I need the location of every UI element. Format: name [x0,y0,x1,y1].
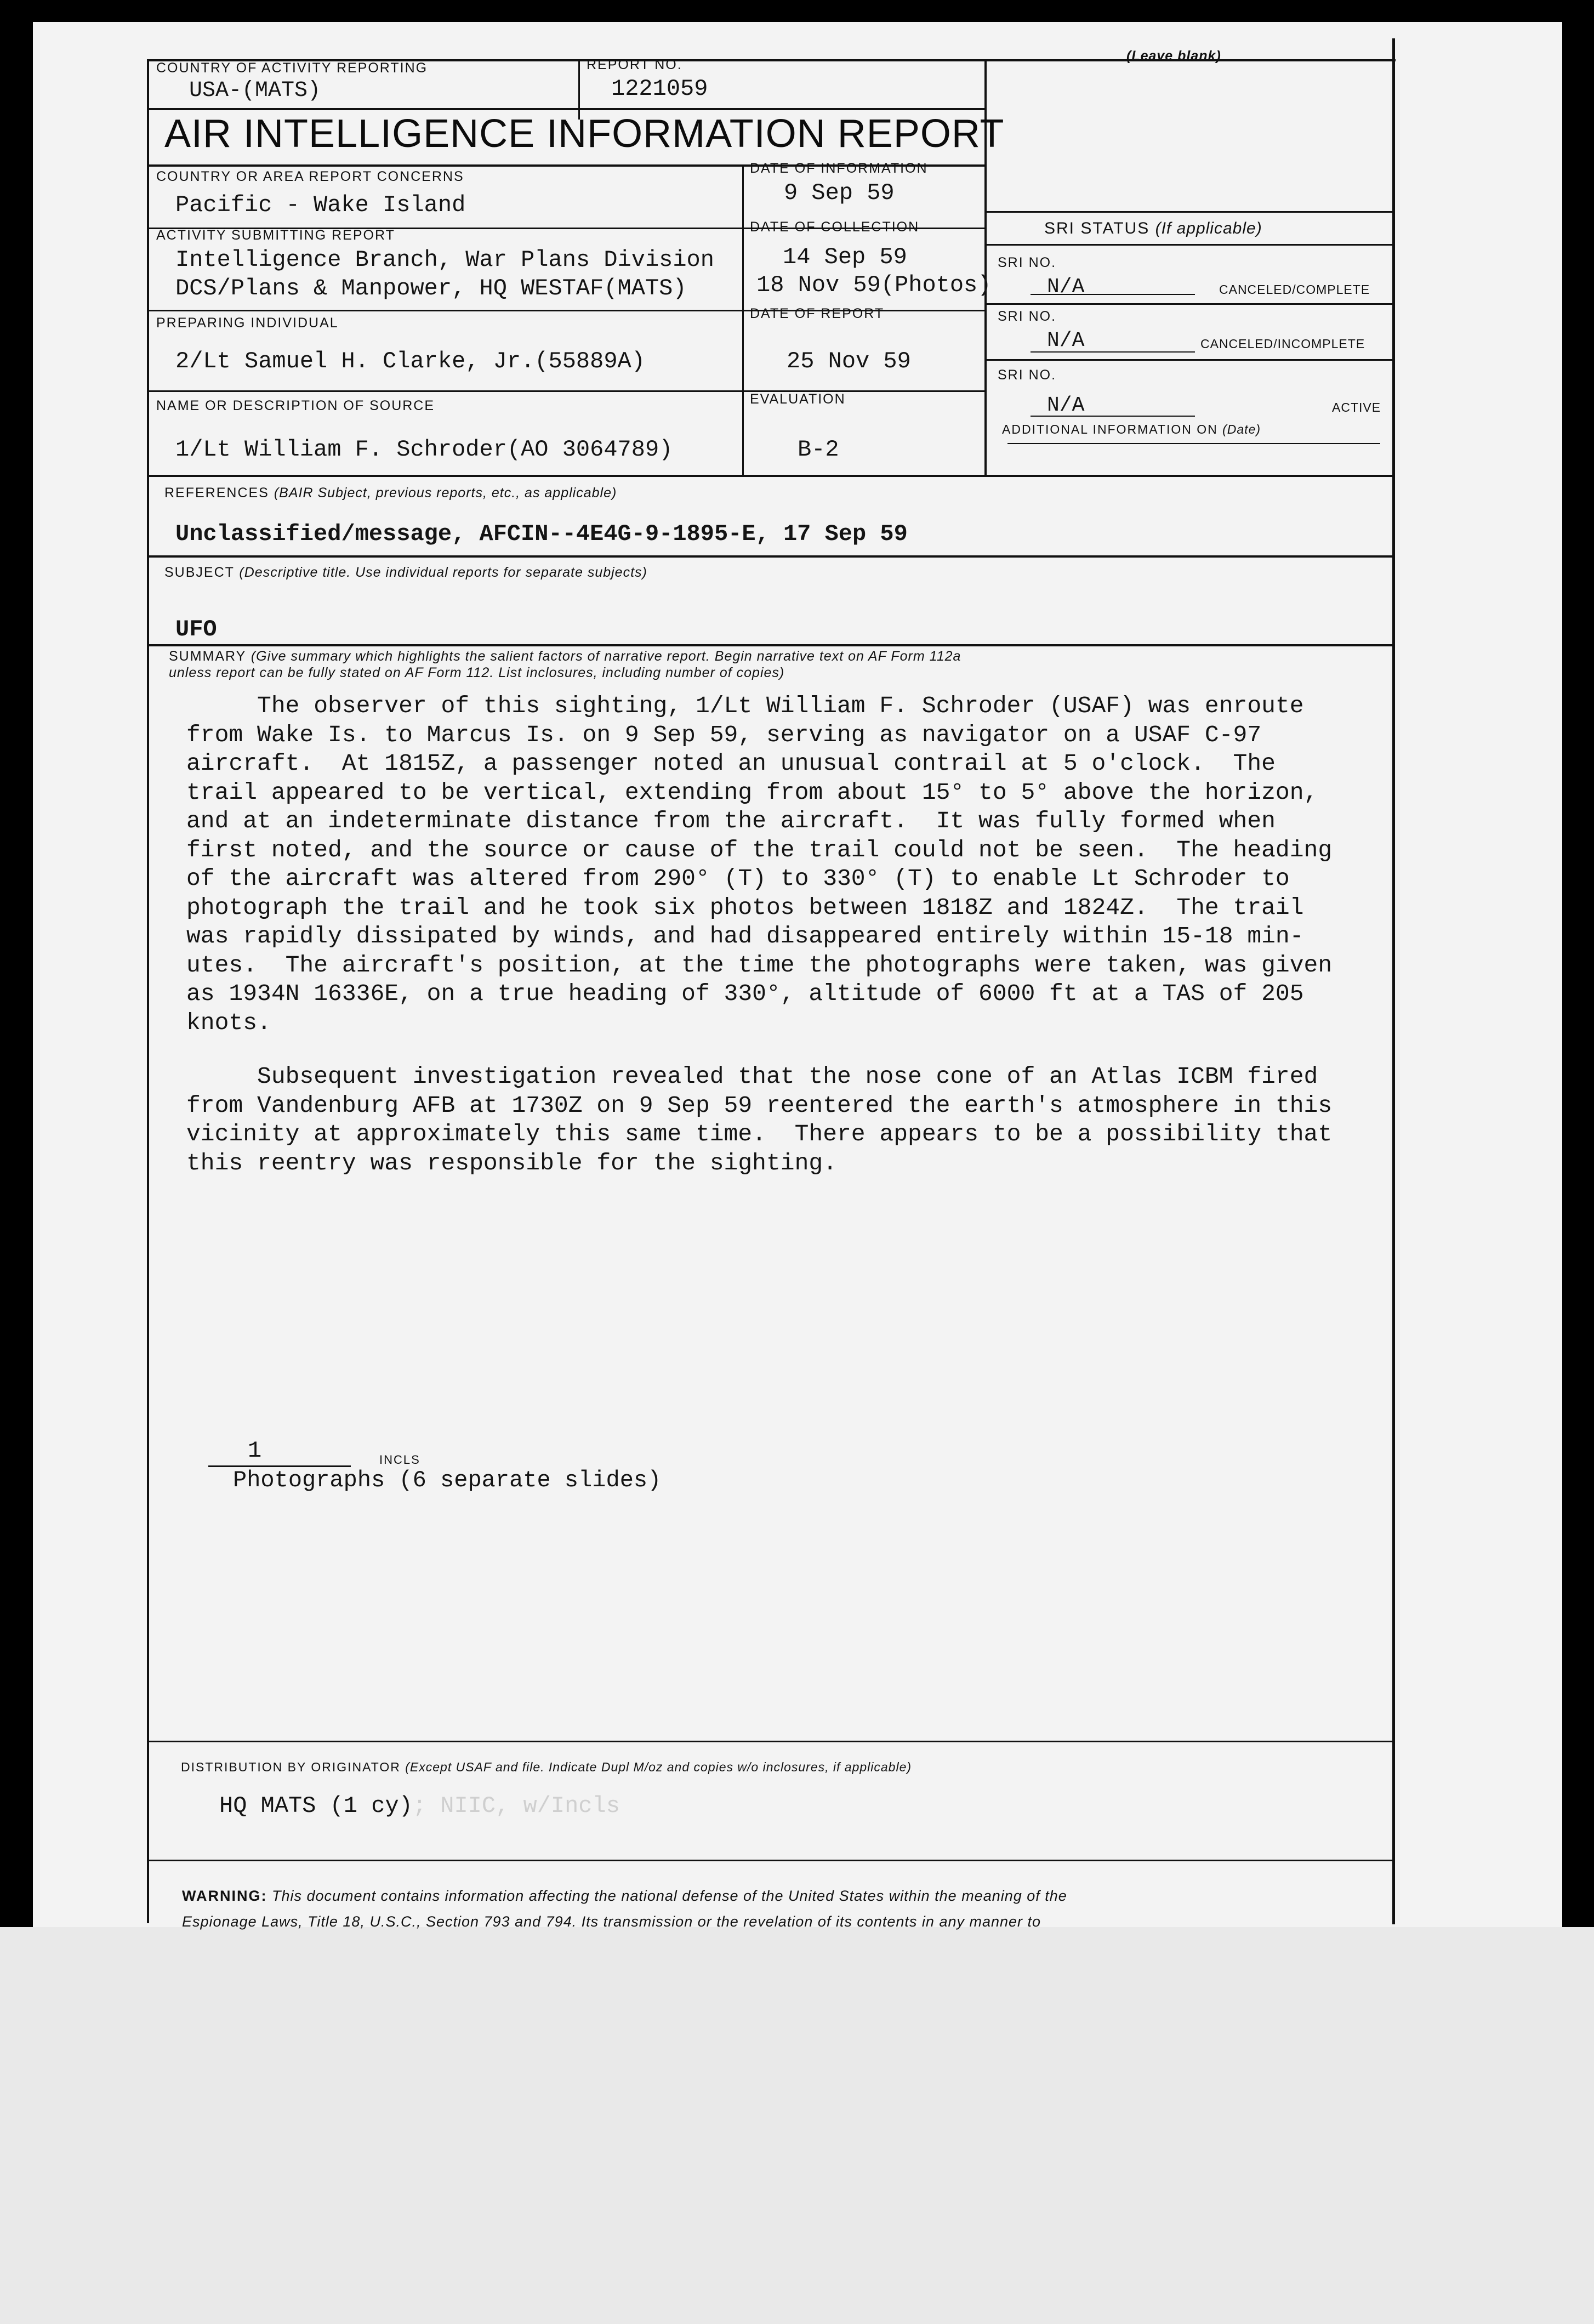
summary-label: SUMMARY [169,649,246,664]
inclosure-count: 1 [248,1437,262,1464]
report-no-divider [578,59,580,120]
sri-status-3: ACTIVE [1332,400,1381,414]
date-information-label: DATE OF INFORMATION [750,161,928,176]
date-report-value: 25 Nov 59 [787,348,911,374]
summary-paragraph-2: Subsequent investigation revealed that the nose cone of an Atlas ICBM fired from Vandenburg AFB at 1730Z on 9 Sep 59 reentered the earth's atmosphere in this vicinity at approximately this same time. There appears to be a possibility that this reentry was responsible for the sighting. [186,1063,1333,1177]
references-value: Unclassified/message, AFCIN--4E4G-9-1895-E, 17 Sep 59 [175,521,908,547]
warning-text-1: This document contains information affecting the national defense of the United States within the meaning of the [272,1888,1067,1904]
additional-info-underline [1007,443,1380,444]
sri-no-label-1: SRI NO. [998,255,1057,270]
country-reporting-label: COUNTRY OF ACTIVITY REPORTING [156,60,428,76]
date-information-value: 9 Sep 59 [784,180,895,206]
country-reporting-value: USA-(MATS) [189,78,321,103]
country-area-value: Pacific - Wake Island [175,192,466,218]
inclosure-label: INCLS [379,1453,420,1467]
sri-value-3: N/A [1047,394,1085,417]
row-divider-summary [147,644,1394,646]
references-label: REFERENCES [164,485,269,501]
sri-value-1: N/A [1047,275,1085,299]
activity-line-1: Intelligence Branch, War Plans Division [175,247,714,273]
row-divider-distribution [147,1741,1394,1742]
distribution-label: DISTRIBUTION BY ORIGINATOR [181,1760,401,1774]
references-heading [164,485,617,501]
additional-info-note: (Date) [1222,422,1261,436]
leave-blank-note: (Leave blank) [1126,48,1221,64]
distribution-note: (Except USAF and file. Indicate Dupl M/oz and copies w/o inclosures, if applicable) [405,1760,912,1774]
country-area-label: COUNTRY OR AREA REPORT CONCERNS [156,169,464,184]
subject-value: UFO [175,616,217,643]
row-divider-source [147,390,986,392]
sri-status-1: CANCELED/COMPLETE [1219,282,1370,297]
sri-status-heading [1044,219,1262,238]
warning-label: WARNING: [182,1888,267,1904]
references-note: (BAIR Subject, previous reports, etc., as applicable) [274,485,617,501]
summary-note-line-1: (Give summary which highlights the salient factors of narrative report. Begin narrative text on AF Form 112a [251,649,961,664]
report-no-value: 1221059 [611,76,708,102]
subject-note: (Descriptive title. Use individual reports for separate subjects) [239,565,647,580]
distribution-heading [181,1760,912,1775]
source-value: 1/Lt William F. Schroder(AO 3064789) [175,436,673,463]
date-collection-label: DATE OF COLLECTION [750,219,920,235]
frame-right-line [1392,38,1395,1924]
row-divider-references [147,475,1394,477]
summary-paragraph-1: The observer of this sighting, 1/Lt William F. Schroder (USAF) was enroute from Wake Is. to Marcus Is. on 9 Sep 59, serving as navigator on a USAF C-97 aircraft. At 1815Z, a passenger noted an unusual contrail at 5 o'clock. The trail appeared to be vertical, extending from about 15° to 5° above the horizon, and at an indeterminate distance from the aircraft. It was fully formed when first noted, and the source or cause of the trail could not be seen. The heading of the aircraft was altered from 290° (T) to 330° (T) to enable Lt Schroder to photograph the trail and he took six photos between 1818Z and 1824Z. The trail was rapidly dissipated by winds, and had disappeared entirely within 15-18 min- utes. The aircraft's position, at the time the photographs were taken, was given as 1934N 16336E, on a true heading of 330°, altitude of 6000 ft at a TAS of 205 knots. [186,692,1333,1036]
subject-label: SUBJECT [164,565,235,580]
sri-row-line-2 [984,359,1394,361]
warning-line-2: Espionage Laws, Title 18, U.S.C., Section 793 and 794. Its transmission or the revelation of its contents in any manner to [182,1913,1041,1930]
distribution-faint: ; NIIC, w/Incls [412,1793,620,1819]
additional-info-text: ADDITIONAL INFORMATION ON [1002,422,1218,436]
summary-heading [169,649,961,664]
sri-heading-line [984,244,1394,246]
evaluation-value: B-2 [798,436,839,463]
row-divider-warning [147,1860,1394,1861]
distribution-value [219,1793,620,1819]
distribution-primary: HQ MATS (1 cy) [219,1793,413,1819]
report-title: AIR INTELLIGENCE INFORMATION REPORT [164,112,1005,156]
date-collection-line-2: 18 Nov 59(Photos) [756,272,992,298]
sri-status-note: (If applicable) [1155,219,1262,237]
background-sheet [0,1927,1594,2324]
title-top-line [147,108,986,110]
sri-no-label-3: SRI NO. [998,367,1057,383]
preparer-label: PREPARING INDIVIDUAL [156,315,339,331]
additional-info-label [1002,422,1261,437]
evaluation-label: EVALUATION [750,391,846,407]
date-collection-line-1: 14 Sep 59 [783,244,907,270]
sri-row-line-1 [984,303,1394,305]
subject-heading [164,565,647,581]
report-no-label: REPORT NO. [587,57,682,72]
activity-label: ACTIVITY SUBMITTING REPORT [156,228,395,243]
source-label: NAME OR DESCRIPTION OF SOURCE [156,398,435,413]
preparer-value: 2/Lt Samuel H. Clarke, Jr.(55889A) [175,348,645,374]
date-report-label: DATE OF REPORT [750,306,885,321]
sri-no-label-2: SRI NO. [998,309,1057,324]
activity-line-2: DCS/Plans & Manpower, HQ WESTAF(MATS) [175,275,687,302]
summary-note-line-2: unless report can be fully stated on AF Form 112. List inclosures, including number of copies) [169,665,785,680]
frame-left-line [147,59,149,1923]
inclosure-description: Photographs (6 separate slides) [233,1467,662,1493]
sri-status-2: CANCELED/INCOMPLETE [1200,337,1365,351]
row-divider-subject [147,555,1394,558]
sri-value-2: N/A [1047,329,1085,353]
sri-status-label: SRI STATUS [1044,219,1150,237]
warning-line-1 [182,1888,1067,1905]
sri-top-line [984,211,1394,213]
date-column-divider [742,164,744,476]
